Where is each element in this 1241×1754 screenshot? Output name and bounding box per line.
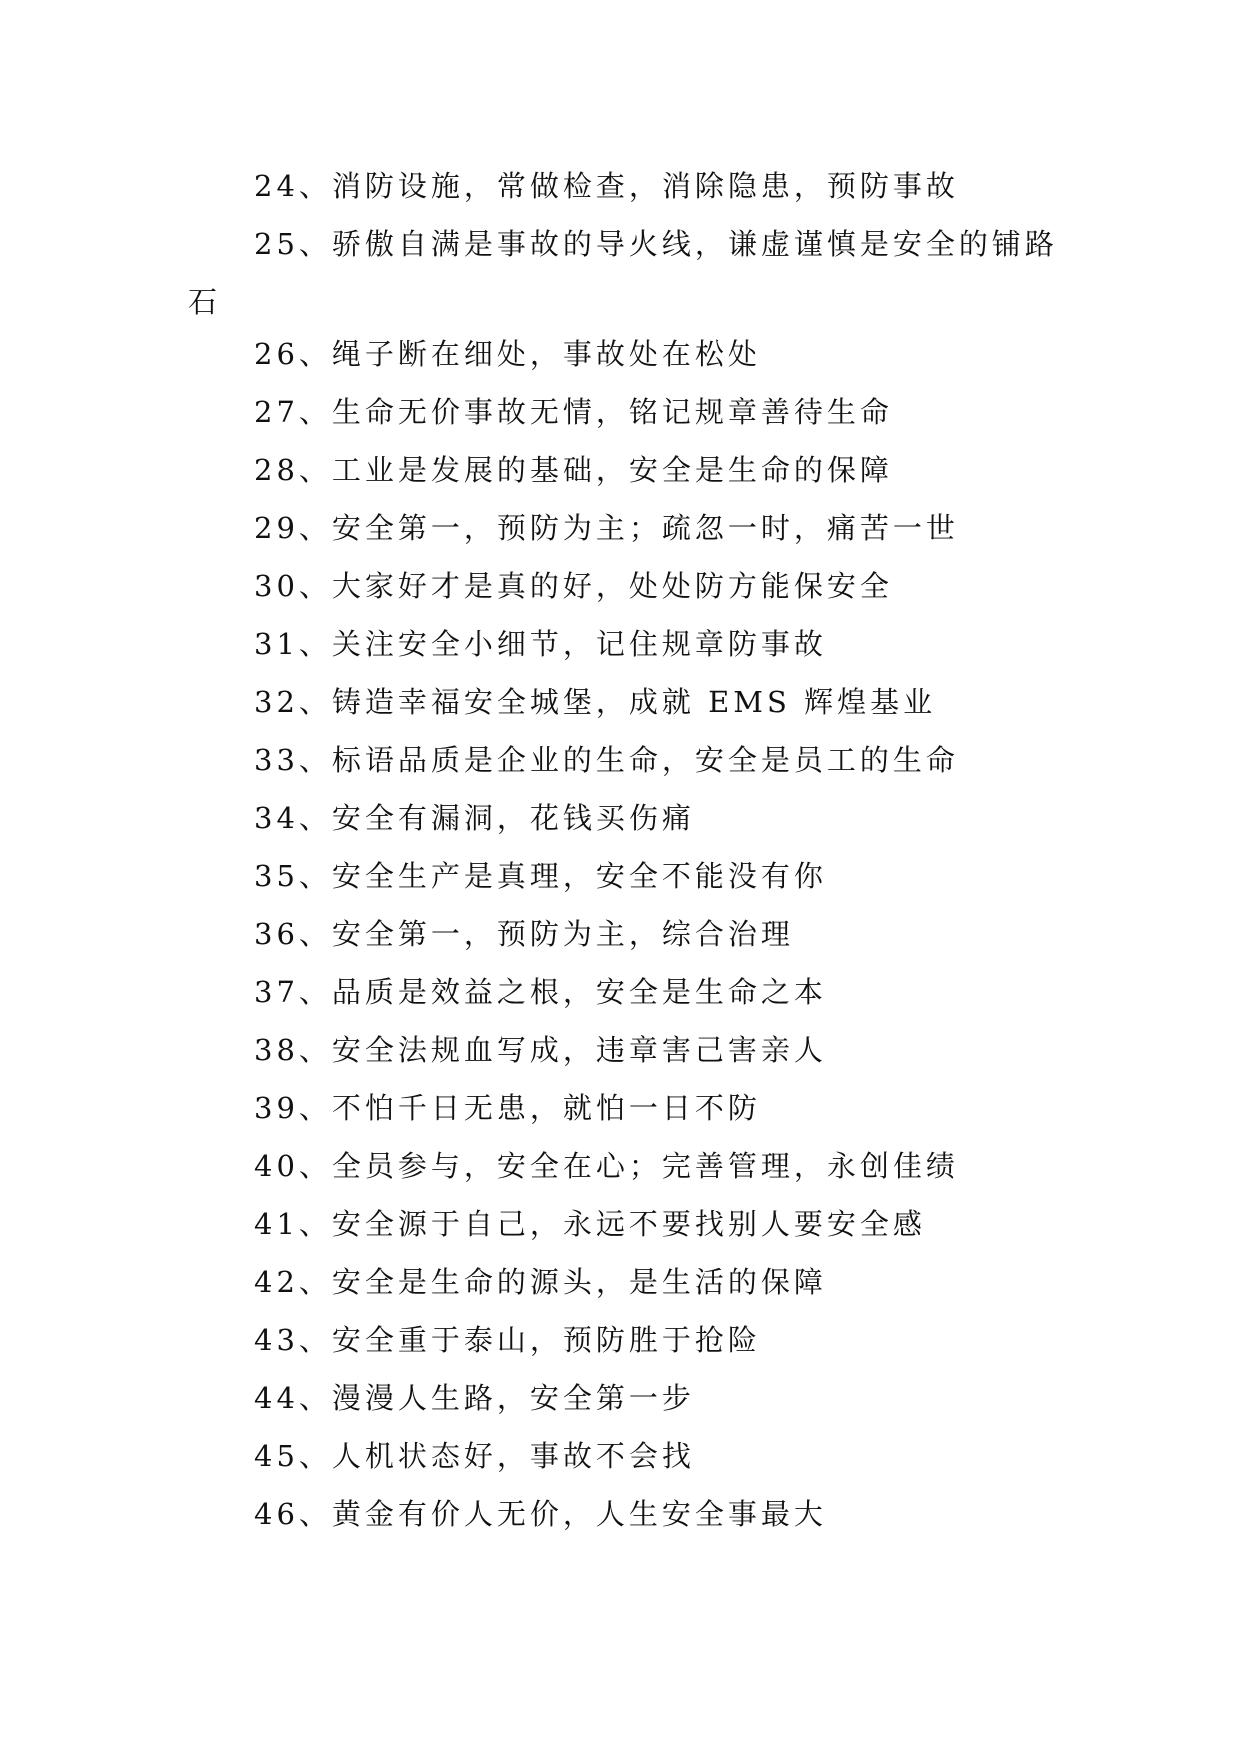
slogan-item: 42、安全是生命的源头，是生活的保障 bbox=[254, 1265, 827, 1299]
slogan-item: 35、安全生产是真理，安全不能没有你 bbox=[254, 859, 827, 893]
slogan-item: 26、绳子断在细处，事故处在松处 bbox=[254, 337, 761, 371]
slogan-item: 46、黄金有价人无价，人生安全事最大 bbox=[254, 1497, 827, 1531]
slogan-item: 40、全员参与，安全在心；完善管理，永创佳绩 bbox=[254, 1149, 959, 1183]
slogan-item: 25、骄傲自满是事故的导火线，谦虚谨慎是安全的铺路石 bbox=[188, 227, 1058, 319]
slogan-item: 24、消防设施，常做检查，消除隐患，预防事故 bbox=[254, 169, 959, 203]
slogan-item: 27、生命无价事故无情，铭记规章善待生命 bbox=[254, 395, 893, 429]
slogan-item: 29、安全第一，预防为主；疏忽一时，痛苦一世 bbox=[254, 511, 959, 545]
slogan-item: 43、安全重于泰山，预防胜于抢险 bbox=[254, 1323, 761, 1357]
slogan-item: 34、安全有漏洞，花钱买伤痛 bbox=[254, 801, 695, 835]
slogan-item: 38、安全法规血写成，违章害己害亲人 bbox=[254, 1033, 827, 1067]
slogan-item: 31、关注安全小细节，记住规章防事故 bbox=[254, 627, 827, 661]
slogan-item: 33、标语品质是企业的生命，安全是员工的生命 bbox=[254, 743, 959, 777]
slogan-item: 39、不怕千日无患，就怕一日不防 bbox=[254, 1091, 761, 1125]
slogan-item: 37、品质是效益之根，安全是生命之本 bbox=[254, 975, 827, 1009]
slogan-item: 28、工业是发展的基础，安全是生命的保障 bbox=[254, 453, 893, 487]
slogan-item: 44、漫漫人生路，安全第一步 bbox=[254, 1381, 695, 1415]
slogan-item: 41、安全源于自己，永远不要找别人要安全感 bbox=[254, 1207, 926, 1241]
slogan-item: 36、安全第一，预防为主，综合治理 bbox=[254, 917, 794, 951]
slogan-item: 45、人机状态好，事故不会找 bbox=[254, 1439, 695, 1473]
slogan-item: 30、大家好才是真的好，处处防方能保安全 bbox=[254, 569, 893, 603]
slogan-item: 32、铸造幸福安全城堡，成就 EMS 辉煌基业 bbox=[254, 685, 937, 719]
